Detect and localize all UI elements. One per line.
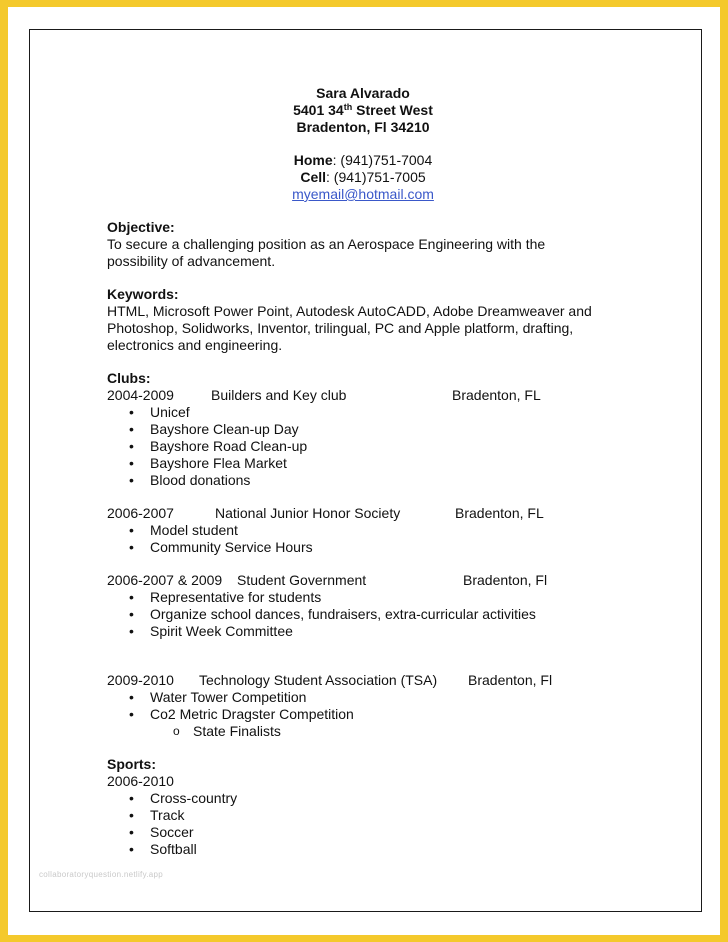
list-item: • Community Service Hours — [107, 539, 627, 556]
objective-title: Objective: — [107, 219, 175, 235]
sports-section — [107, 756, 627, 858]
list-item: • Water Tower Competition — [107, 689, 627, 706]
list-item: • Track — [107, 807, 627, 824]
list-item: • Cross-country — [107, 790, 627, 807]
club-name: Technology Student Association (TSA) — [199, 672, 438, 688]
keywords-line: electronics and engineering. — [107, 337, 283, 353]
email-link[interactable]: myemail@hotmail.com — [292, 186, 434, 202]
list-item: • Co2 Metric Dragster Competition — [107, 706, 627, 723]
keywords-section — [107, 286, 627, 354]
club-sub-list — [107, 723, 627, 740]
list-item: • Soccer — [107, 824, 627, 841]
club-years: 2006-2007 & 2009 — [107, 572, 223, 588]
watermark-text: collaboratoryquestion.netlify.app — [39, 870, 164, 879]
applicant-name: Sara Alvarado — [316, 85, 410, 101]
city-state-zip: Bradenton, Fl 34210 — [296, 119, 430, 135]
keywords-line: Photoshop, Solidworks, Inventor, trilingual, PC and Apple platform, drafting, — [107, 320, 574, 336]
document-page — [8, 7, 720, 935]
sub-list-item: o State Finalists — [107, 723, 627, 740]
sports-title: Sports: — [107, 756, 156, 772]
list-item: • Unicef — [107, 404, 627, 421]
club-entry-header — [107, 572, 627, 589]
objective-line: To secure a challenging position as an Aerospace Engineering with the — [107, 236, 546, 252]
clubs-title: Clubs: — [107, 370, 151, 386]
club-activity-list — [107, 522, 627, 556]
cell-phone: Cell: (941)751-7005 — [300, 169, 426, 185]
club-years: 2006-2007 — [107, 505, 174, 521]
club-entry-header — [107, 672, 627, 689]
sports-list — [107, 790, 627, 858]
list-item: • Bayshore Road Clean-up — [107, 438, 627, 455]
list-item: • Spirit Week Committee — [107, 623, 627, 640]
contact-header — [107, 85, 619, 203]
street-address: 5401 34th Street West — [293, 102, 433, 118]
club-years: 2004-2009 — [107, 387, 174, 403]
club-location: Bradenton, FL — [452, 387, 541, 403]
club-name: Builders and Key club — [211, 387, 347, 403]
club-location: Bradenton, FL — [455, 505, 544, 521]
home-phone: Home: (941)751-7004 — [293, 152, 433, 168]
list-item: • Bayshore Flea Market — [107, 455, 627, 472]
list-item: • Representative for students — [107, 589, 627, 606]
club-location: Bradenton, Fl — [468, 672, 553, 688]
resume-content — [107, 85, 627, 858]
club-activity-list — [107, 589, 627, 640]
keywords-line: HTML, Microsoft Power Point, Autodesk AutoCADD, Adobe Dreamweaver and — [107, 303, 592, 319]
objective-section — [107, 219, 627, 270]
club-name: Student Government — [237, 572, 367, 588]
list-item: • Softball — [107, 841, 627, 858]
clubs-section — [107, 370, 627, 740]
club-name: National Junior Honor Society — [215, 505, 401, 521]
objective-line: possibility of advancement. — [107, 253, 276, 269]
sports-years: 2006-2010 — [107, 773, 174, 789]
list-item: • Model student — [107, 522, 627, 539]
list-item: • Bayshore Clean-up Day — [107, 421, 627, 438]
club-entry-header — [107, 387, 627, 404]
club-activity-list — [107, 404, 627, 489]
club-entry-header — [107, 505, 627, 522]
club-activity-list — [107, 689, 627, 723]
list-item: • Organize school dances, fundraisers, extra-curricular activities — [107, 606, 627, 623]
keywords-title: Keywords: — [107, 286, 179, 302]
club-location: Bradenton, Fl — [463, 572, 548, 588]
list-item: • Blood donations — [107, 472, 627, 489]
club-years: 2009-2010 — [107, 672, 174, 688]
